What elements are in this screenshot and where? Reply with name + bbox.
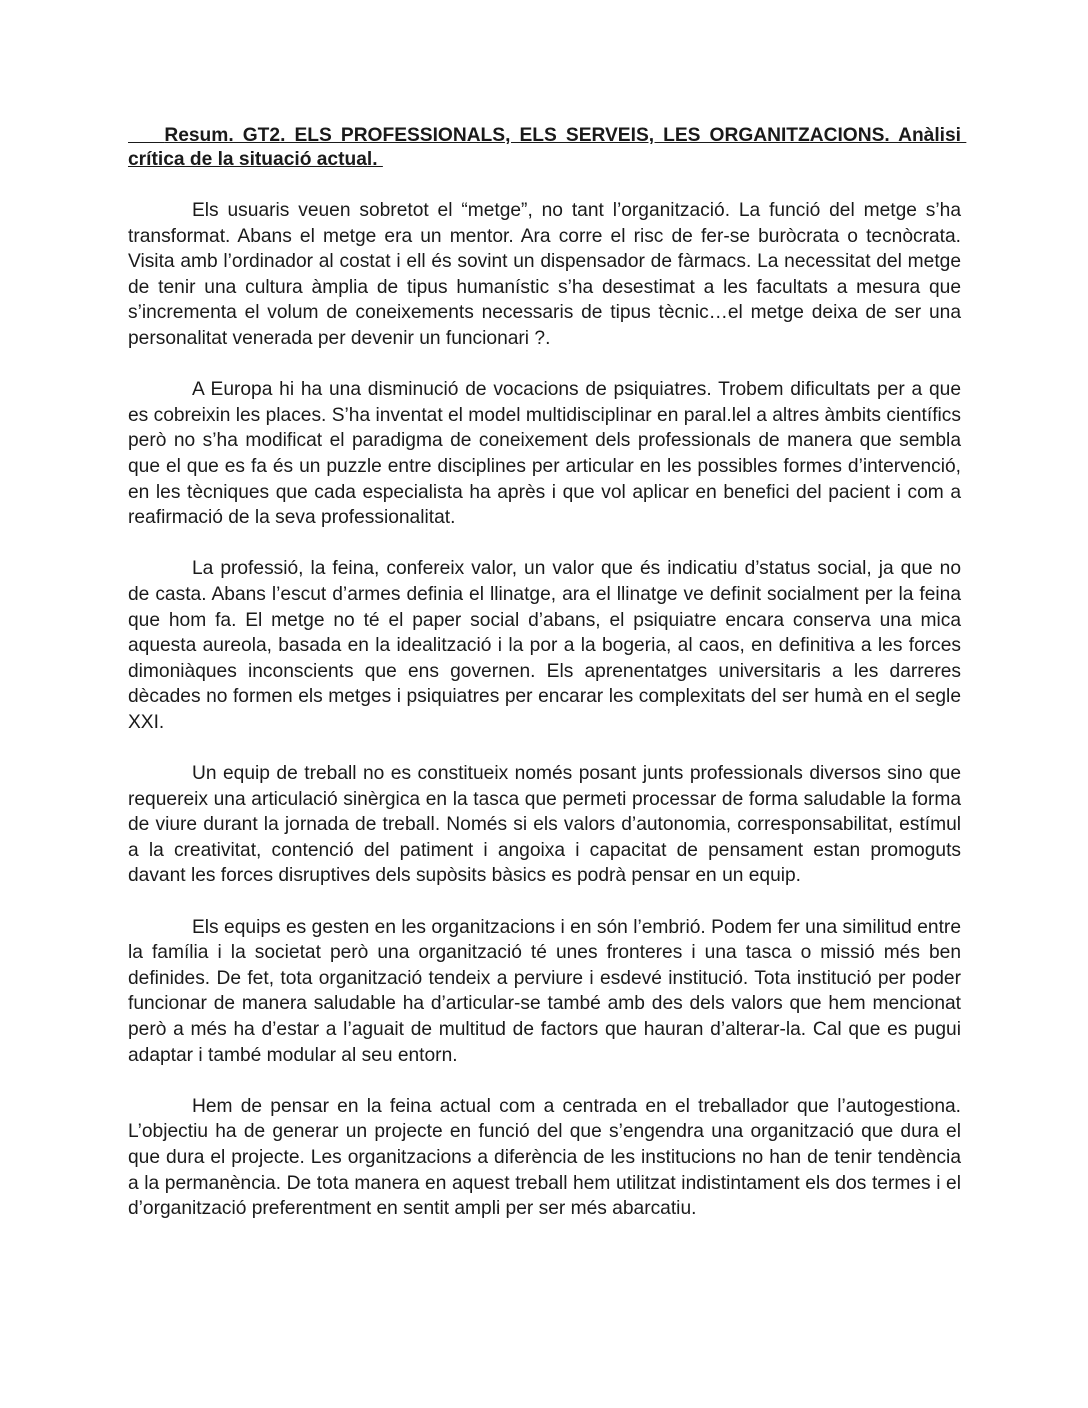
paragraph-2: A Europa hi ha una disminució de vocacions de psiquiatres. Trobem dificultats per a que es cobreixin les places. S’ha inventat el model multidisciplinar en paral.lel a altres àmbits científics però no s’ha modificat el paradigma de coneixement dels professionals de manera que sembla que el que es fa és un puzzle entre disciplines per articular en les possibles formes d’intervenció, en les tècniques que cada especialista ha après i que vol aplicar en benefici del pacient i com a reafirmació de la seva professionalitat. bbox=[128, 379, 961, 529]
document-body bbox=[128, 124, 967, 1222]
spacer bbox=[128, 1068, 961, 1094]
document-title: Resum. GT2. ELS PROFESSIONALS, ELS SERVEIS, LES ORGANITZACIONS. Anàlisi crítica de la situació actual. bbox=[128, 125, 967, 170]
spacer bbox=[128, 889, 961, 915]
paragraph-6: Hem de pensar en la feina actual com a centrada en el treballador que l’autogestiona. L’objectiu ha de generar un projecte en funció del que s’engendra una organització que dura el que dura el projecte. Les organitzacions a diferència de les institucions no han de tenir tendència a la permanència. De tota manera en aquest treball hem utilitzat indistintament els dos termes i el d’organització preferentment en sentit ampli per ser més abarcatiu. bbox=[128, 1095, 961, 1220]
spacer bbox=[128, 735, 961, 761]
paragraph-1: Els usuaris veuen sobretot el “metge”, no tant l’organització. La funció del metge s’ha transformat. Abans el metge era un mentor. Ara corre el risc de fer-se buròcrata o tecnòcrata. Visita amb l’ordinador al costat i ell és sovint un dispensador de fàrmacs. La necessitat del metge de tenir una cultura àmplia de tipus humanístic s’ha desestimat a les facultats a mesura que s’incrementa el volum de coneixements necessaris de tipus tècnic…el metge deixa de ser una personalitat venerada per devenir un funcionari ?. bbox=[128, 200, 961, 349]
paragraph-4: Un equip de treball no es constitueix només posant junts professionals diversos sino que requereix una articulació sinèrgica en la tasca que permeti processar de forma saludable la forma de viure durant la jornada de treball. Només si els valors d’autonomia, corresponsabilitat, estímul a la creativitat, contenció del patiment i angoixa i capacitat de pensament estan promoguts davant les forces disruptives dels supòsits bàsics es podrà pensar en un equip. bbox=[128, 763, 961, 887]
spacer bbox=[128, 352, 961, 378]
spacer bbox=[128, 531, 961, 557]
spacer bbox=[128, 172, 961, 198]
paragraph-3: La professió, la feina, confereix valor, un valor que és indicatiu d’status social, ja que no de casta. Abans l’escut d’armes definia el llinatge, ara el llinatge ve definit socialment per la feina que hom fa. El metge no té el paper social d’abans, el psiquiatre encara conserva una mica aquesta aureola, basada en la idealització i la por a la bogeria, al caos, en definitiva a les forces dimoniàques inconscients que ens governen. Els aprenentatges universitaris a les darreres dècades no formen els metges i psiquiatres per encarar les complexitats del ser humà en el segle XXI. bbox=[128, 558, 961, 733]
paragraph-5: Els equips es gesten en les organitzacions i en són l’embrió. Podem fer una similitud entre la família i la societat però una organització té unes fronteres i una tasca o missió més ben definides. De fet, tota organització tendeix a perviure i esdevé institució. Tota institució per poder funcionar de manera saludable ha d’articular-se també amb des dels valors que hem mencionat però a més ha d’estar a l’aguait de multitud de factors que hauran d’alterar-la. Cal que es pugui adaptar i també modular al seu entorn. bbox=[128, 916, 961, 1066]
